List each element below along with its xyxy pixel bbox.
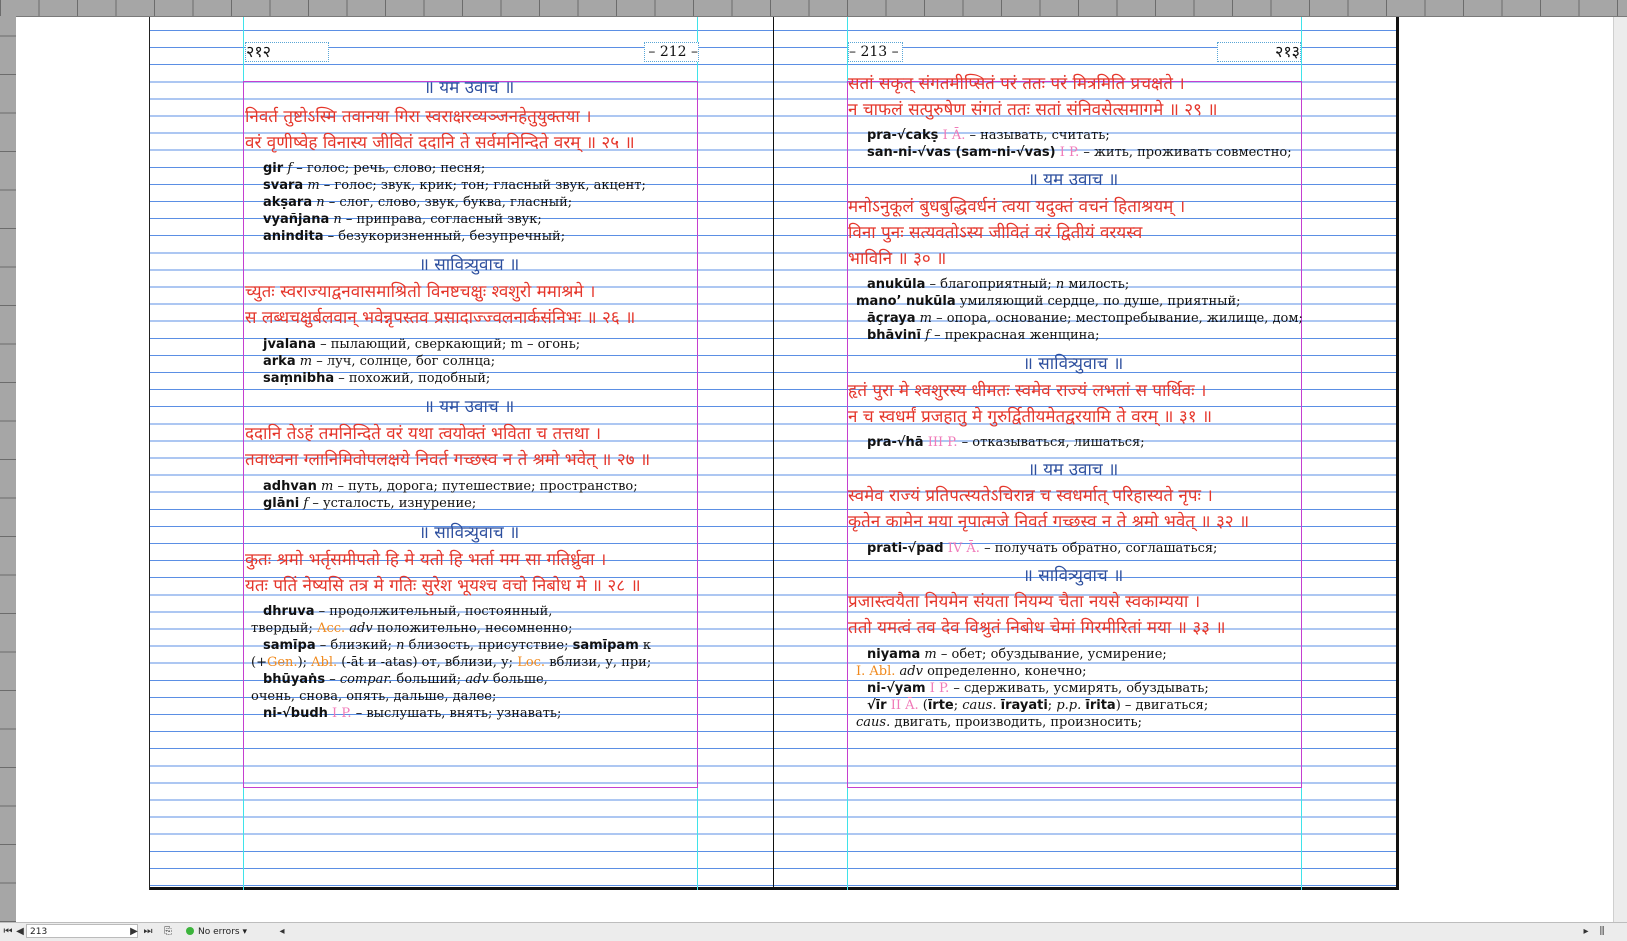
definition: – луч, солнце, бог солнца; (312, 354, 496, 369)
gloss-line (263, 194, 572, 211)
headword: √īr (867, 698, 887, 713)
verse-line: स्वमेव राज्यं प्रतिपत्स्यतेऽचिरान्न च स्वधर्मात् परिहास्यते नृपः । (848, 486, 1213, 506)
definition: ( (918, 698, 928, 713)
headword: saṃnibha (263, 371, 335, 386)
headword: akṣara (263, 195, 313, 210)
case-label: I. Abl. (856, 664, 896, 679)
speaker-heading: ॥ सावित्र्युवाच ॥ (418, 523, 520, 543)
headword: prati-√pad (867, 541, 944, 556)
conjugation-class: II Ā. (890, 698, 919, 713)
headword: īrita (1085, 698, 1116, 713)
gloss-line (867, 327, 1099, 344)
gloss-line (867, 434, 1145, 451)
open-page-icon[interactable]: ⎘ (164, 926, 172, 937)
definition: больше, (488, 672, 548, 687)
definition: – (325, 672, 340, 687)
gloss-line (263, 228, 565, 245)
status-bar (0, 922, 1627, 941)
gloss-line (251, 688, 496, 705)
case-label: Loc. (517, 655, 546, 670)
headword: mano’ nukūla (856, 294, 956, 309)
definition: – похожий, подобный; (334, 371, 491, 386)
verse-line: विना पुनः सत्यवतोऽस्य जीवितं वरं द्वितीयं वरयस्व (848, 223, 1143, 243)
grammar-label: m (307, 178, 320, 193)
grammar-label: m (924, 647, 937, 662)
definition: к (638, 638, 652, 653)
scroll-right-icon[interactable]: ▸ (1583, 926, 1589, 937)
page-number-field[interactable]: 213 (26, 924, 138, 938)
gloss-line (263, 177, 646, 194)
headword: niyama (867, 647, 921, 662)
definition: – опора, основание; местопребывание, жилище, дом; (931, 311, 1303, 326)
grammar-label: adv (349, 621, 373, 636)
grammar-label: n (316, 195, 325, 210)
definition: умиляющий сердце, по душе, приятный; (955, 294, 1241, 309)
definition: – пылающий, сверкающий; m – огонь; (315, 337, 581, 352)
definition: милость; (1064, 277, 1130, 292)
gloss-line (263, 336, 580, 353)
gloss-line (867, 697, 1208, 714)
grammar-label: m (299, 354, 313, 369)
gloss-line (856, 714, 1142, 731)
gloss-line (867, 540, 1217, 557)
definition: – называть, считать; (965, 128, 1110, 143)
definition: ; (953, 698, 963, 713)
definition: определенно, конечно; (922, 664, 1087, 679)
definition: двигать, производить, произносить; (890, 715, 1143, 730)
grammar-label: p.p. (1056, 698, 1082, 713)
conjugation-class: III P. (927, 435, 958, 450)
definition: – близкий; (315, 638, 397, 653)
definition: – прекрасная женщина; (929, 328, 1100, 343)
grammar-label: m (320, 479, 334, 494)
definition: – приправа, согласный звук; (341, 212, 542, 227)
definition: – голос; речь, слово; песня; (292, 161, 486, 176)
conjugation-class: I P. (1059, 145, 1080, 160)
headword: arka (263, 354, 296, 369)
definition: положительно, несомненно; (372, 621, 573, 636)
verse-line: स लब्धचक्षुर्बलवान् भवेन्नृपस्तव प्रसादाज्ज्वलनार्कसंनिभः ॥ २६ ॥ (245, 308, 636, 328)
definition: больший; (392, 672, 466, 687)
headword: īrayati (1000, 698, 1048, 713)
speaker-heading: ॥ यम उवाच ॥ (1027, 460, 1119, 480)
definition: ); (297, 655, 312, 670)
case-label: Abl. (311, 655, 338, 670)
definition: – усталость, изнурение; (308, 496, 477, 511)
headword: anukūla (867, 277, 926, 292)
conjugation-class: IV Ā. (947, 541, 980, 556)
headword: ni-√yam (867, 681, 926, 696)
grammar-label: compar. (339, 672, 393, 687)
first-page-icon[interactable]: ⏮ (3, 926, 13, 937)
definition: – путь, дорога; путешествие; пространство; (333, 479, 638, 494)
gloss-line (263, 353, 495, 370)
headword: āçraya (867, 311, 916, 326)
speaker-heading: ॥ यम उवाच ॥ (423, 78, 515, 98)
grammar-label: f (925, 328, 930, 343)
definition: вблизи, у, при; (545, 655, 652, 670)
definition: (-āt и -atas) от, вблизи, у; (337, 655, 518, 670)
page-edge (149, 17, 150, 890)
verse-line: सतां सकृत् संगतमीप्सितं परं ततः परं मित्रमिति प्रचक्षते । (848, 74, 1185, 94)
speaker-heading: ॥ सावित्र्युवाच ॥ (418, 255, 520, 275)
grammar-label: caus. (856, 715, 891, 730)
vertical-ruler[interactable] (0, 16, 17, 922)
preflight-status[interactable]: No errors ▾ (186, 926, 247, 938)
spread-spine (773, 17, 774, 890)
folio-devanagari-left: २१२ (245, 42, 329, 62)
gloss-line (263, 370, 490, 387)
verse-line: वरं वृणीष्वेह विनास्य जीवितं ददानि ते सर्वमनिन्दिते वरम् ॥ २५ ॥ (245, 133, 635, 153)
definition: очень, снова, опять, дальше, далее; (251, 689, 497, 704)
gloss-line (251, 620, 573, 637)
headword: bhāvinī (867, 328, 921, 343)
grammar-label: adv (465, 672, 489, 687)
headword: svara (263, 178, 304, 193)
folio-number-right: – 213 – (848, 42, 903, 62)
gloss-line (263, 637, 651, 654)
verse-line: कुतः श्रमो भर्तृसमीपतो हि मे यतो हि भर्ता मम सा गतिर्ध्रुवा । (245, 550, 607, 570)
gloss-line (856, 663, 1086, 680)
grammar-label: adv (899, 664, 923, 679)
definition: (+ (251, 655, 267, 670)
last-page-icon[interactable]: ⏭ (143, 926, 153, 937)
definition: – получать обратно, соглашаться; (979, 541, 1218, 556)
status-ok-icon (186, 927, 194, 935)
gloss-line (263, 603, 552, 620)
verse-line: प्रजास्त्वयैता नियमेन संयता नियम्य चैता नयसे स्वकाम्यया । (848, 592, 1201, 612)
verse-line: निवर्त तुष्टोऽस्मि तवानया गिरा स्वराक्षरव्यञ्जनहेतुयुक्तया । (245, 107, 592, 127)
verse-line: यतः पतिं नेष्यसि तत्र मे गतिः सुरेश भूयश्च वचो निबोध मे ॥ २८ ॥ (245, 576, 641, 596)
scroll-left-icon[interactable]: ◂ (279, 926, 285, 937)
headword: samīpa (263, 638, 316, 653)
headword: pra-√hā (867, 435, 924, 450)
grammar-label: f (303, 496, 309, 511)
gloss-line (263, 478, 638, 495)
speaker-heading: ॥ सावित्र्युवाच ॥ (1022, 566, 1124, 586)
folio-number-left: – 212 – (644, 42, 699, 62)
gloss-line (867, 127, 1110, 144)
verse-line: च्युतः स्वराज्याद्वनवासमाश्रितो विनष्टचक्षुः श्वशुरो ममाश्रमे । (245, 282, 596, 302)
headword: adhvan (263, 479, 317, 494)
grammar-label: m (919, 311, 932, 326)
vertical-scrollbar[interactable] (1613, 17, 1627, 922)
gloss-line (867, 646, 1167, 663)
prev-page-icon[interactable]: ◀ (16, 926, 24, 937)
gloss-line (263, 211, 542, 228)
verse-line: न च स्वधर्मं प्रजहातु मे गुरुर्द्वितीयमेतद्वरयामि ते वरम् ॥ ३१ ॥ (848, 407, 1213, 427)
headword: bhūyaṅs (263, 672, 326, 687)
verse-line: हृतं पुरा मे श्वशुरस्य धीमतः स्वमेव राज्यं लभतां स पार्थिवः । (848, 381, 1207, 401)
headword: vyañjana (263, 212, 330, 227)
definition: – безукоризненный, безупречный; (323, 229, 566, 244)
gloss-line (867, 680, 1209, 697)
grammar-label: caus. (962, 698, 997, 713)
gloss-line (867, 276, 1129, 293)
split-icon[interactable]: ⫼ (1599, 926, 1605, 937)
definition: – продолжительный, постоянный, (314, 604, 553, 619)
definition: – голос; звук, крик; тон; гласный звук, акцент; (319, 178, 646, 193)
definition: ) – двигаться; (1115, 698, 1209, 713)
verse-line: ततो यमत्वं तव देव विश्रुतं निबोध चेमां गिरमीरितां मया ॥ ३३ ॥ (848, 618, 1226, 638)
grammar-label: n (396, 638, 405, 653)
verse-line: तवाध्वना ग्लानिमिवोपलक्षये निवर्त गच्छस्व न ते श्रमो भवेत् ॥ २७ ॥ (245, 450, 651, 470)
definition: – благоприятный; (925, 277, 1056, 292)
conjugation-class: I Ā. (942, 128, 966, 143)
speaker-heading: ॥ यम उवाच ॥ (423, 397, 515, 417)
gloss-line (856, 293, 1241, 310)
conjugation-class: I P. (929, 681, 950, 696)
definition: – обет; обуздывание, усмирение; (936, 647, 1167, 662)
verse-line: ददानि तेऽहं तमनिन्दिते वरं यथा त्वयोक्तं भविता च तत्तथा । (245, 424, 602, 444)
horizontal-ruler[interactable] (0, 0, 1627, 17)
definition: – выслушать, внять; узнавать; (351, 706, 562, 721)
speaker-heading: ॥ सावित्र्युवाच ॥ (1022, 354, 1124, 374)
definition: – жить, проживать совместно; (1079, 145, 1292, 160)
verse-line: भाविनि ॥ ३० ॥ (848, 249, 947, 269)
headword: glāni (263, 496, 300, 511)
gloss-line (263, 495, 476, 512)
verse-line: मनोऽनुकूलं बुधबुद्धिवर्धनं त्वया यदुक्तं वचनं हिताश्रयम् । (848, 197, 1186, 217)
definition: близость, присутствие; (404, 638, 573, 653)
definition: ; (1047, 698, 1057, 713)
gloss-line (263, 705, 561, 722)
definition: – отказываться, лишаться; (957, 435, 1145, 450)
headword: dhruva (263, 604, 315, 619)
preflight-label: No errors (198, 927, 240, 937)
speaker-heading: ॥ यम उवाच ॥ (1027, 170, 1119, 190)
headword: anindita (263, 229, 324, 244)
conjugation-class: I P. (332, 706, 352, 721)
gloss-line (251, 654, 651, 671)
headword: jvalana (263, 337, 316, 352)
definition: – слог, слово, звук, буква, гласный; (324, 195, 573, 210)
headword: pra-√cakṣ (867, 128, 939, 143)
gloss-line (263, 671, 548, 688)
gloss-line (867, 310, 1303, 327)
grammar-label: f (287, 161, 293, 176)
definition: – сдерживать, усмирять, обуздывать; (949, 681, 1209, 696)
headword: samīpam (572, 638, 639, 653)
case-label: Acc. (317, 621, 346, 636)
headword: īrte (927, 698, 954, 713)
headword: san-ni-√vas (sam-ni-√vas) (867, 145, 1056, 160)
gloss-line (263, 160, 485, 177)
headword: gir (263, 161, 284, 176)
verse-line: न चाफलं सत्पुरुषेण संगतं ततः सतां संनिवसेत्समागमे ॥ २९ ॥ (848, 100, 1218, 120)
folio-devanagari-right: २१३ (1217, 42, 1301, 62)
grammar-label: n (333, 212, 342, 227)
gloss-line (867, 144, 1292, 161)
definition: твердый; (251, 621, 318, 636)
next-page-icon[interactable]: ▶ (130, 926, 138, 937)
grammar-label: n (1055, 277, 1065, 292)
case-label: Gen. (266, 655, 298, 670)
verse-line: कृतेन कामेन मया नृपात्मजे निवर्त गच्छस्व न ते श्रमो भवेत् ॥ ३२ ॥ (848, 512, 1250, 532)
headword: ni-√budh (263, 706, 328, 721)
